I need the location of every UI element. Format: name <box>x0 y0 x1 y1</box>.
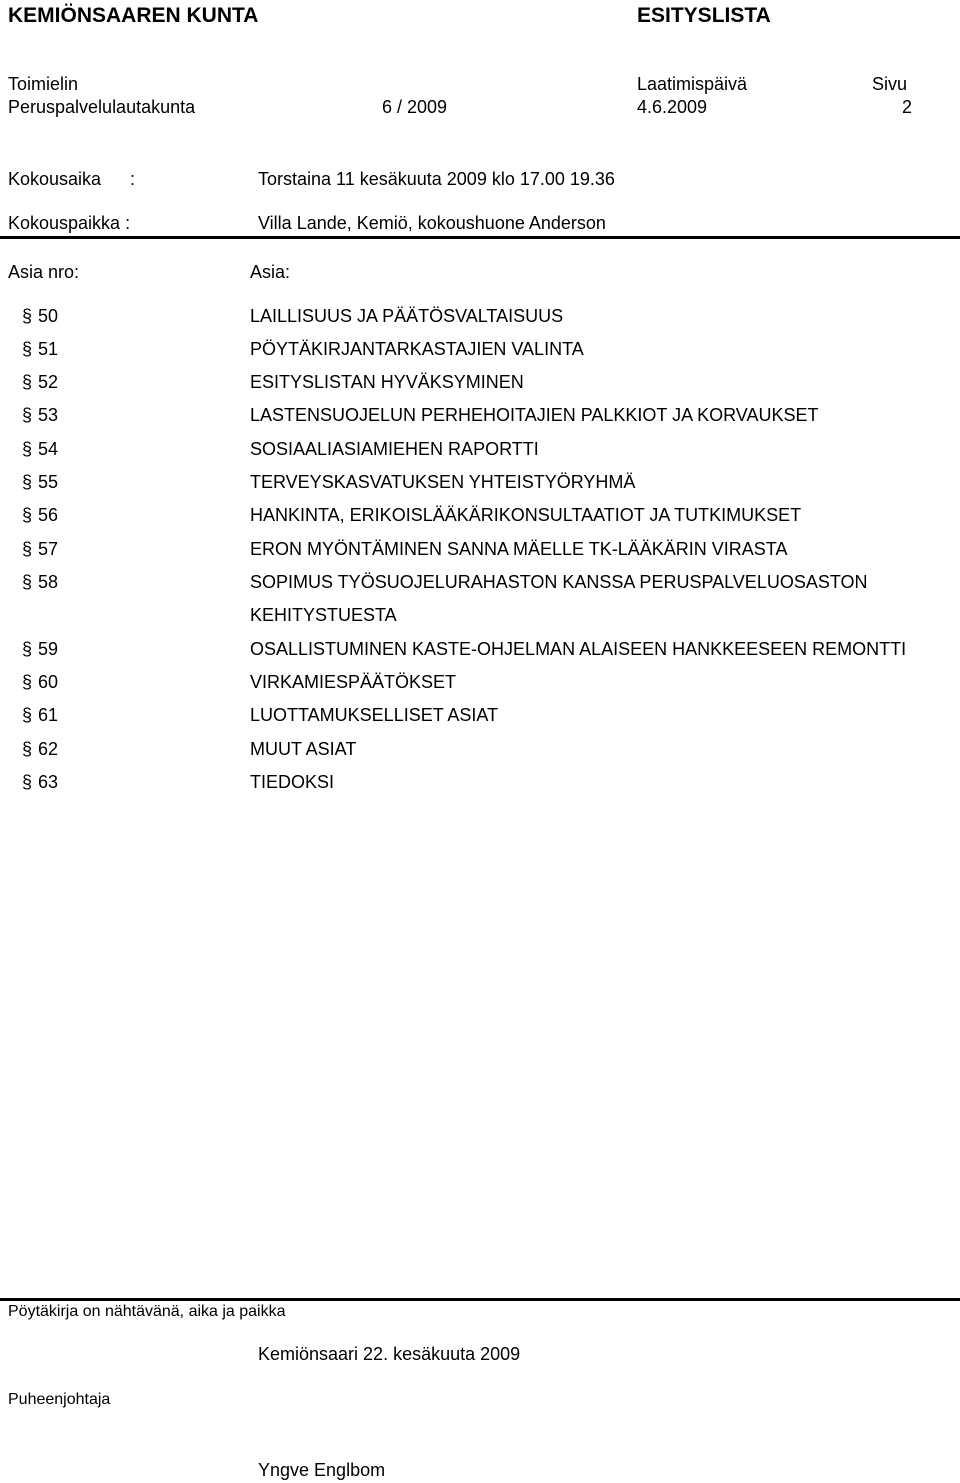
agenda-item <box>0 572 960 638</box>
footer-divider <box>0 1298 960 1301</box>
agenda-number-header: Asia nro: <box>8 262 80 282</box>
agenda-item <box>0 439 960 472</box>
document-type: ESITYSLISTA <box>637 4 771 27</box>
section-sign: § <box>22 472 33 492</box>
section-sign: § <box>22 372 33 392</box>
agenda-item-number: 51 <box>38 339 59 359</box>
meeting-time-colon: : <box>130 169 136 189</box>
agenda-item <box>0 705 960 738</box>
agenda-item <box>0 405 960 438</box>
agenda-item <box>0 772 960 805</box>
section-sign: § <box>22 405 33 425</box>
meeting-number: 6 / 2009 <box>382 97 448 117</box>
section-sign: § <box>22 505 33 525</box>
agenda-item-number: 53 <box>38 405 59 425</box>
agenda-item-number: 57 <box>38 539 59 559</box>
agenda-item <box>0 372 960 405</box>
page-label: Sivu <box>872 74 908 94</box>
agenda-item-title: ESITYSLISTAN HYVÄKSYMINEN <box>250 372 524 392</box>
body-label: Toimielin <box>8 74 79 94</box>
agenda-item <box>0 539 960 572</box>
agenda-item-number: 61 <box>38 705 59 725</box>
agenda-item-title: LASTENSUOJELUN PERHEHOITAJIEN PALKKIOT JA KORVAUKSET <box>250 405 819 425</box>
chair-label: Puheenjohtaja <box>8 1391 111 1408</box>
agenda-item <box>0 306 960 339</box>
agenda-item-number: 56 <box>38 505 59 525</box>
agenda-item <box>0 672 960 705</box>
agenda-item-title: HANKINTA, ERIKOISLÄÄKÄRIKONSULTAATIOT JA TUTKIMUKSET <box>250 505 802 525</box>
agenda-item <box>0 639 960 672</box>
agenda-item-title: TIEDOKSI <box>250 772 335 792</box>
body-value: Peruspalvelulautakunta <box>8 97 196 117</box>
agenda-item-title: SOSIAALIASIAMIEHEN RAPORTTI <box>250 439 539 459</box>
date-label: Laatimispäivä <box>637 74 748 94</box>
section-sign: § <box>22 572 33 592</box>
agenda-item-number: 62 <box>38 739 59 759</box>
agenda-item-title: TERVEYSKASVATUKSEN YHTEISTYÖRYHMÄ <box>250 472 636 492</box>
place-and-date: Kemiönsaari 22. kesäkuuta 2009 <box>258 1344 521 1364</box>
agenda-item-title-continued: KEHITYSTUESTA <box>250 605 397 625</box>
agenda-item-number: 54 <box>38 439 59 459</box>
header-divider <box>0 236 960 239</box>
chair-name: Yngve Englbom <box>258 1460 386 1480</box>
agenda-item-number: 58 <box>38 572 59 592</box>
agenda-item-title: VIRKAMIESPÄÄTÖKSET <box>250 672 457 692</box>
section-sign: § <box>22 306 33 326</box>
agenda-item-title: LUOTTAMUKSELLISET ASIAT <box>250 705 499 725</box>
agenda-item-title: SOPIMUS TYÖSUOJELURAHASTON KANSSA PERUSPALVELUOSASTON <box>250 572 868 592</box>
section-sign: § <box>22 739 33 759</box>
meeting-place-label: Kokouspaikka : <box>8 213 131 233</box>
agenda-title-header: Asia: <box>250 262 291 282</box>
meeting-time-value: Torstaina 11 kesäkuuta 2009 klo 17.00 19.36 <box>258 169 615 189</box>
section-sign: § <box>22 539 33 559</box>
agenda-item-title: ERON MYÖNTÄMINEN SANNA MÄELLE TK-LÄÄKÄRIN VIRASTA <box>250 539 788 559</box>
meeting-time-label: Kokousaika <box>8 169 102 189</box>
organization-name: KEMIÖNSAAREN KUNTA <box>8 4 259 27</box>
agenda-item-number: 55 <box>38 472 59 492</box>
agenda-item <box>0 739 960 772</box>
date-value: 4.6.2009 <box>637 97 708 117</box>
agenda-item-number: 60 <box>38 672 59 692</box>
agenda-item-number: 63 <box>38 772 59 792</box>
agenda-item-number: 52 <box>38 372 59 392</box>
meeting-place-value: Villa Lande, Kemiö, kokoushuone Anderson <box>258 213 606 233</box>
agenda-item-number: 59 <box>38 639 59 659</box>
agenda-item <box>0 472 960 505</box>
agenda-item-title: MUUT ASIAT <box>250 739 357 759</box>
agenda-item-title: LAILLISUUS JA PÄÄTÖSVALTAISUUS <box>250 306 564 326</box>
section-sign: § <box>22 639 33 659</box>
agenda-item <box>0 339 960 372</box>
section-sign: § <box>22 772 33 792</box>
section-sign: § <box>22 672 33 692</box>
section-sign: § <box>22 339 33 359</box>
agenda-item <box>0 505 960 538</box>
page-number: 2 <box>902 97 913 117</box>
availability-label: Pöytäkirja on nähtävänä, aika ja paikka <box>8 1303 286 1320</box>
agenda-item-title: OSALLISTUMINEN KASTE-OHJELMAN ALAISEEN HANKKEESEEN REMONTTI <box>250 639 907 659</box>
section-sign: § <box>22 705 33 725</box>
section-sign: § <box>22 439 33 459</box>
agenda-item-title: PÖYTÄKIRJANTARKASTAJIEN VALINTA <box>250 339 584 359</box>
agenda-item-number: 50 <box>38 306 59 326</box>
